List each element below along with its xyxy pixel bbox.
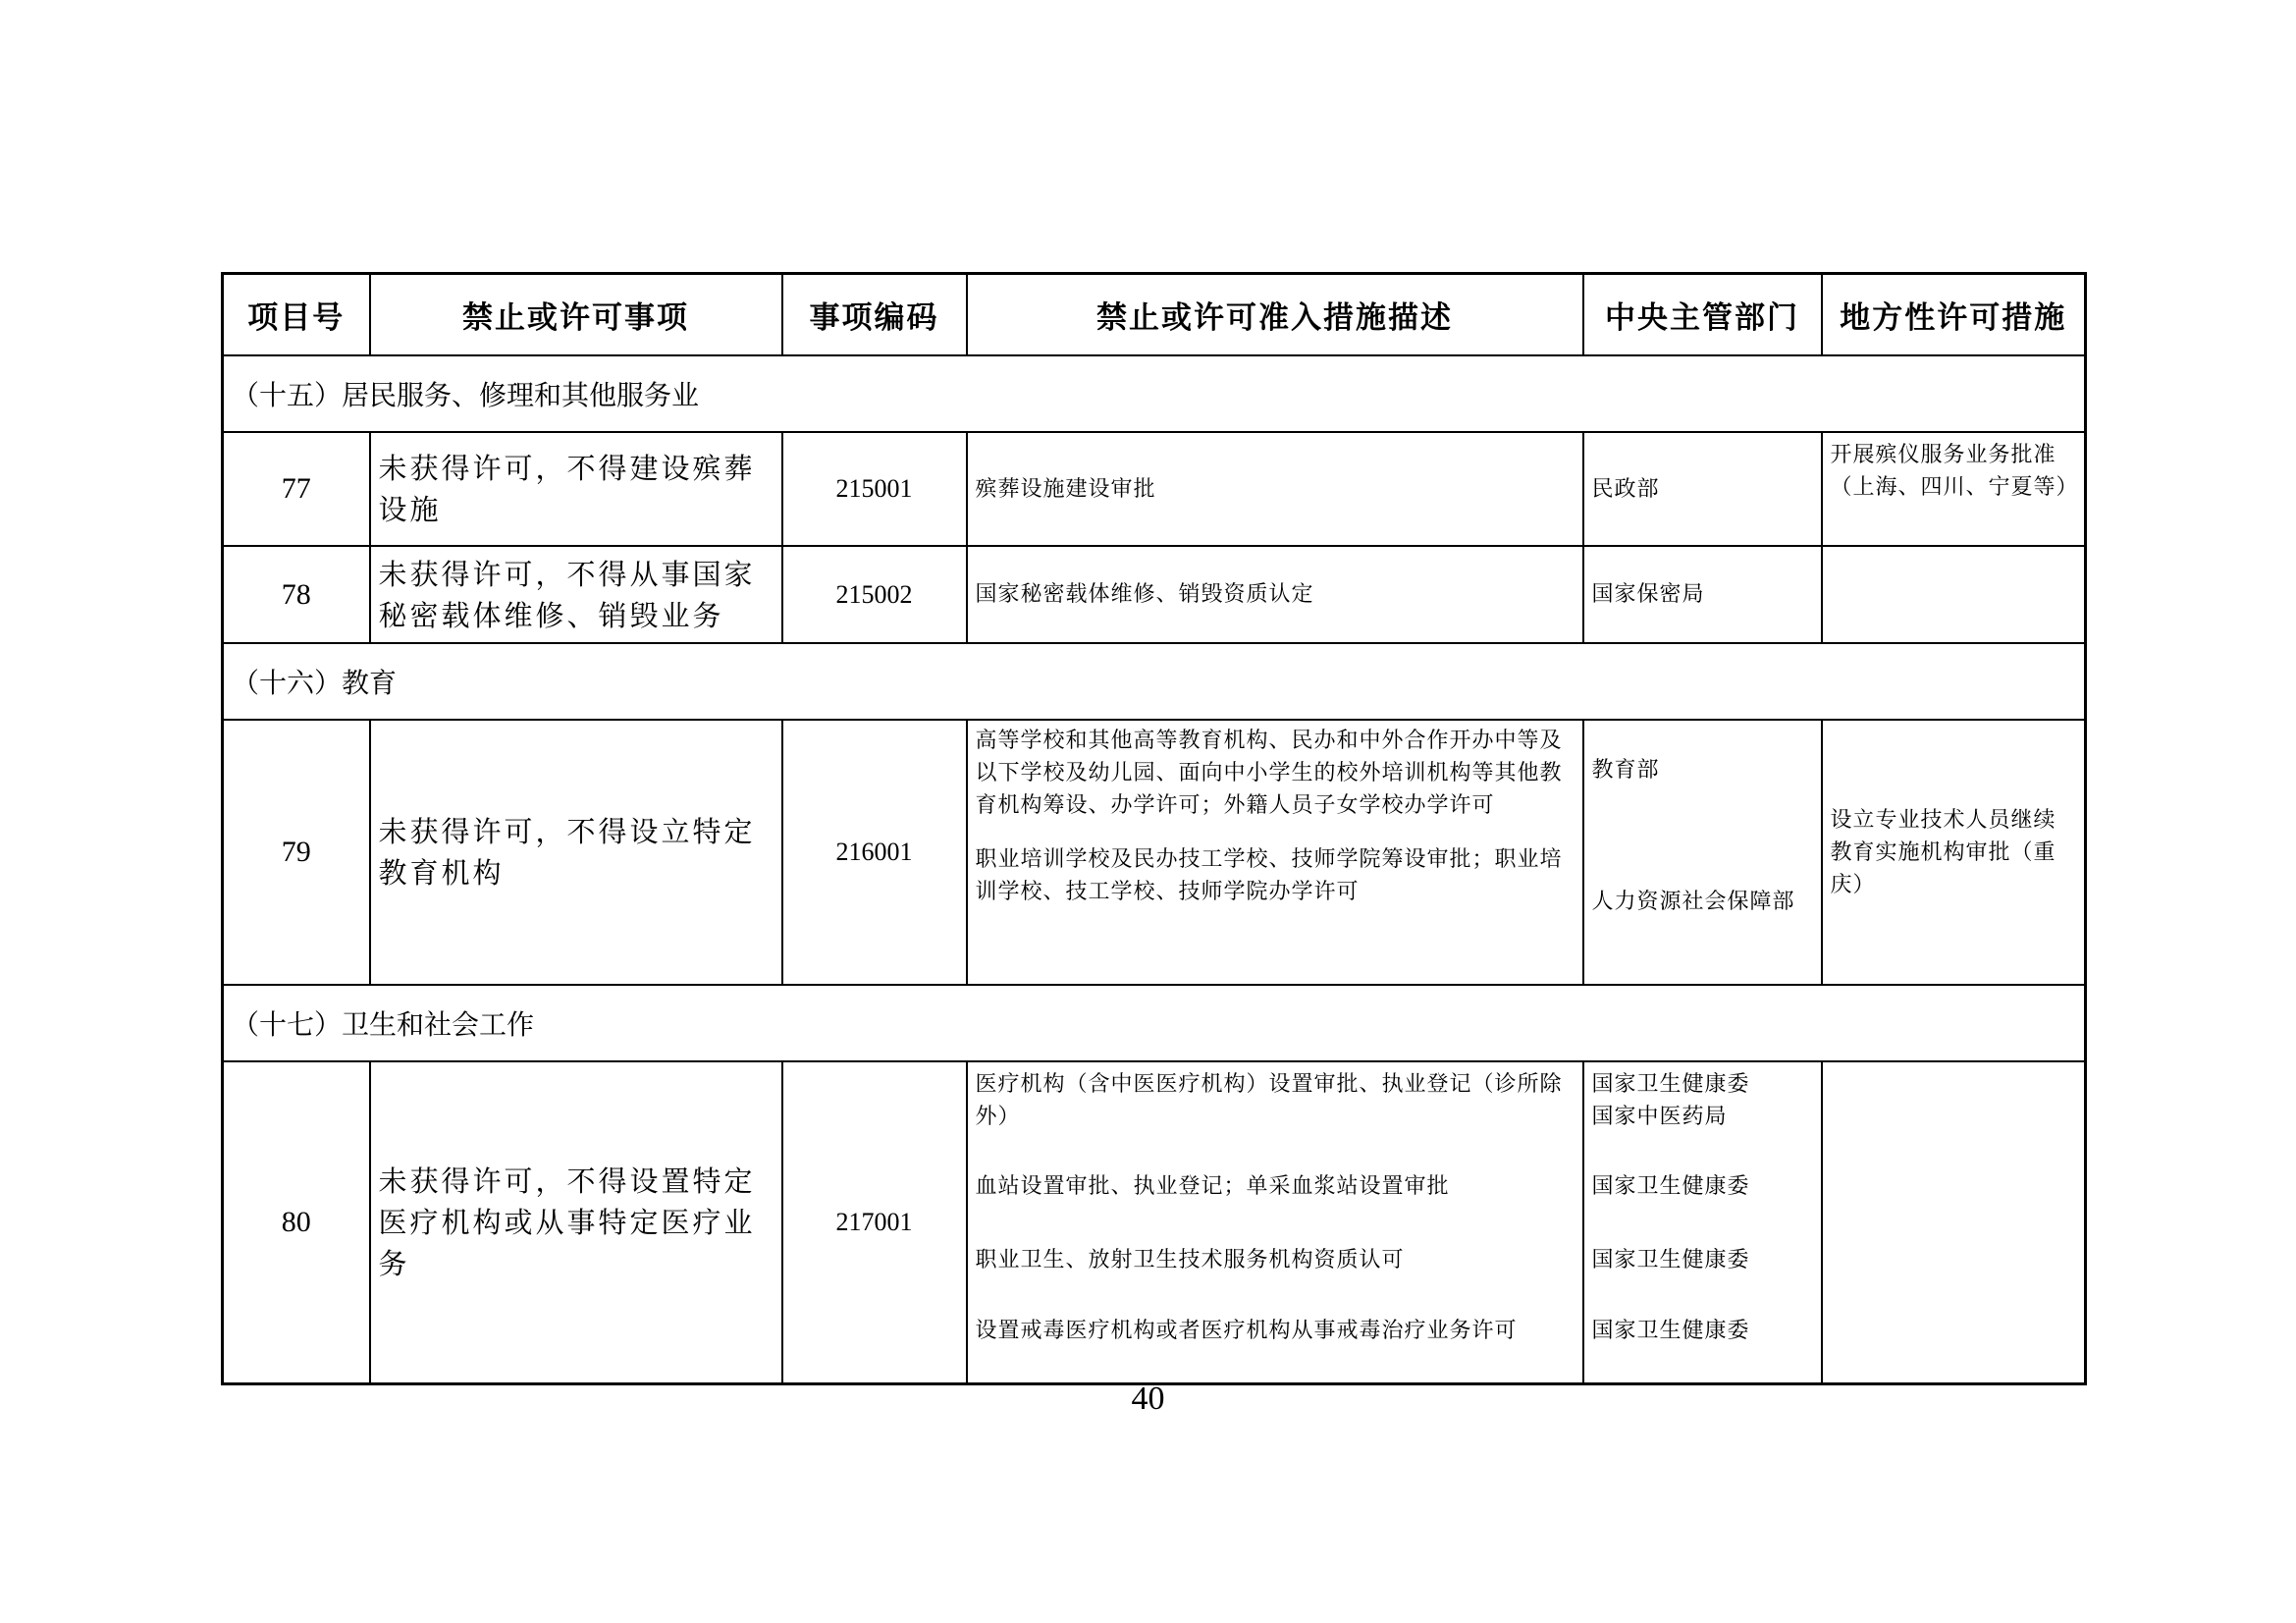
description-entry: 血站设置审批、执业登记；单采血浆站设置审批 [975, 1174, 1450, 1199]
table-row [223, 432, 2086, 546]
description-entry: 职业卫生、放射卫生技术服务机构资质认可 [975, 1248, 1405, 1272]
item-local-measure [1822, 546, 2086, 643]
negative-list-table [221, 272, 2087, 1385]
department-entry: 教育部 [1591, 758, 1660, 783]
description-entry: 设置戒毒医疗机构或者医疗机构从事戒毒治疗业务许可 [975, 1319, 1518, 1343]
department-entry: 国家卫生健康委 [1591, 1319, 1750, 1343]
item-number: 77 [223, 432, 370, 546]
item-code: 215002 [782, 546, 967, 643]
item-matter: 未获得许可，不得设立特定教育机构 [370, 720, 782, 985]
department-entry: 国家卫生健康委 [1591, 1248, 1750, 1272]
department-entry: 国家中医药局 [1591, 1105, 1728, 1129]
description-entry: 医疗机构（含中医医疗机构）设置审批、执业登记（诊所除外） [975, 1072, 1563, 1129]
item-department: 民政部 [1583, 432, 1822, 546]
table-row [223, 720, 2086, 985]
section-title: （十六）教育 [223, 643, 2086, 720]
item-description: 国家秘密载体维修、销毁资质认定 [967, 546, 1583, 643]
section-row [223, 985, 2086, 1061]
table-row [223, 546, 2086, 643]
item-matter: 未获得许可，不得建设殡葬设施 [370, 432, 782, 546]
header-description: 禁止或许可准入措施描述 [967, 274, 1583, 356]
section-row [223, 355, 2086, 432]
header-item-number: 项目号 [223, 274, 370, 356]
item-local-measure: 开展殡仪服务业务批准（上海、四川、宁夏等） [1822, 432, 2086, 546]
department-entry: 国家卫生健康委 [1591, 1174, 1750, 1199]
item-code: 217001 [782, 1061, 967, 1384]
item-department [1583, 720, 1822, 985]
item-number: 79 [223, 720, 370, 985]
item-matter: 未获得许可，不得设置特定医疗机构或从事特定医疗业务 [370, 1061, 782, 1384]
item-department [1583, 1061, 1822, 1384]
item-department: 国家保密局 [1583, 546, 1822, 643]
description-entry: 职业培训学校及民办技工学校、技师学院筹设审批；职业培训学校、技工学校、技师学院办学许可 [975, 847, 1563, 904]
item-description: 殡葬设施建设审批 [967, 432, 1583, 546]
header-local-measures: 地方性许可措施 [1822, 274, 2086, 356]
section-row [223, 643, 2086, 720]
department-entry: 人力资源社会保障部 [1591, 890, 1795, 914]
header-matter: 禁止或许可事项 [370, 274, 782, 356]
department-entry: 国家卫生健康委 [1591, 1072, 1750, 1097]
header-code: 事项编码 [782, 274, 967, 356]
page-number: 40 [1131, 1380, 1165, 1417]
description-entry: 高等学校和其他高等教育机构、民办和中外合作开办中等及以下学校及幼儿园、面向中小学生的校外培训机构等其他教育机构筹设、办学许可；外籍人员子女学校办学许可 [975, 729, 1563, 818]
item-number: 80 [223, 1061, 370, 1384]
table-row [223, 1061, 2086, 1384]
item-code: 216001 [782, 720, 967, 985]
section-title: （十七）卫生和社会工作 [223, 985, 2086, 1061]
header-central-department: 中央主管部门 [1583, 274, 1822, 356]
item-description [967, 1061, 1583, 1384]
item-code: 215001 [782, 432, 967, 546]
item-description [967, 720, 1583, 985]
item-local-measure: 设立专业技术人员继续教育实施机构审批（重庆） [1822, 720, 2086, 985]
item-matter: 未获得许可，不得从事国家秘密载体维修、销毁业务 [370, 546, 782, 643]
item-local-measure [1822, 1061, 2086, 1384]
section-title: （十五）居民服务、修理和其他服务业 [223, 355, 2086, 432]
item-number: 78 [223, 546, 370, 643]
table-header-row [223, 274, 2086, 356]
